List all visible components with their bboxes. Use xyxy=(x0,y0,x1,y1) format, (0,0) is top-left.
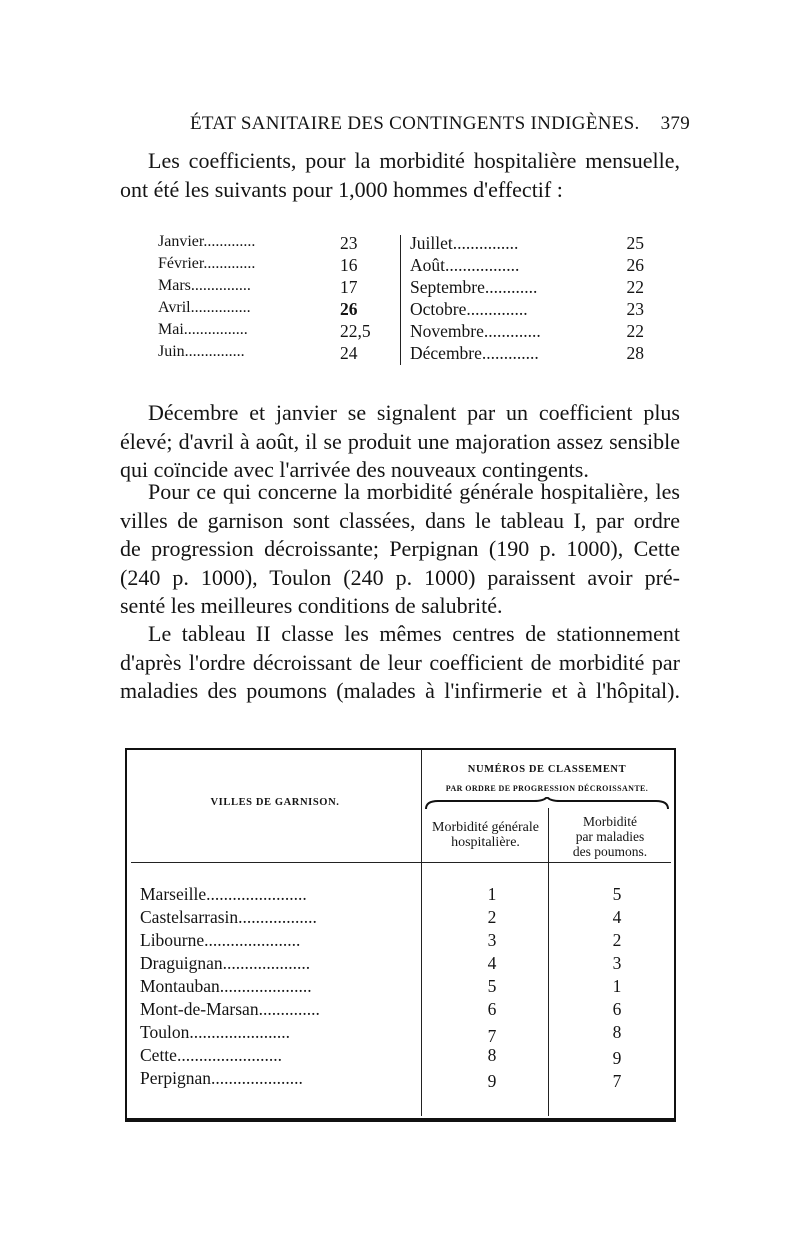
month-name: Juillet xyxy=(410,233,453,253)
group-header-subtitle: PAR ORDRE DE PROGRESSION DÉCROISSANTE. xyxy=(445,784,649,793)
month-value: 16 xyxy=(340,255,358,275)
month-value: 28 xyxy=(626,343,644,363)
ville-name: Castelsarrasin xyxy=(140,907,239,927)
month-row xyxy=(158,299,251,320)
intro-line-2: ont été les suivants pour 1,000 hommes d'effectif : xyxy=(120,176,563,202)
month-name: Mai xyxy=(158,321,184,338)
month-value: 26 xyxy=(626,255,644,275)
ville-name: Montauban xyxy=(140,976,220,996)
month-name: Octobre xyxy=(410,299,467,319)
ville-name: Draguignan xyxy=(140,953,223,973)
leader-dots: ............ xyxy=(484,277,538,297)
table-row xyxy=(140,930,300,952)
header-rule xyxy=(131,862,421,863)
rank-poumons: 6 xyxy=(612,999,622,1019)
rank-poumons: 3 xyxy=(612,953,622,973)
column-divider xyxy=(400,235,401,365)
leader-dots: ...................... xyxy=(204,930,301,950)
leader-dots: ....................... xyxy=(206,884,307,904)
rank-generale: 2 xyxy=(487,907,497,927)
table-row xyxy=(140,976,312,998)
month-row xyxy=(410,255,519,276)
month-value: 22 xyxy=(626,321,644,341)
header-brace xyxy=(424,797,670,811)
paragraph-3 xyxy=(120,620,680,706)
leader-dots: .................. xyxy=(238,907,317,927)
leader-dots: ............... xyxy=(190,299,251,316)
month-name: Juin xyxy=(158,343,185,360)
month-row xyxy=(158,343,245,364)
text-line: de progression décroissante; Perpignan (190 p. 1000), Cette xyxy=(120,536,680,561)
rank-poumons: 5 xyxy=(612,884,622,904)
header-line: des poumons. xyxy=(572,844,648,859)
table-row xyxy=(140,1022,290,1044)
leader-dots: .............. xyxy=(466,299,528,319)
month-name: Janvier xyxy=(158,233,204,250)
paragraph-1 xyxy=(120,399,680,485)
month-value: 26 xyxy=(340,299,358,319)
column-header-villes: VILLES DE GARNISON. xyxy=(210,797,340,808)
rank-generale: 1 xyxy=(487,884,497,904)
header-rule xyxy=(421,862,671,863)
page-number: 379 xyxy=(660,113,690,134)
month-name: Décembre xyxy=(410,343,482,363)
table-row xyxy=(140,953,310,975)
month-row xyxy=(410,343,539,364)
month-row xyxy=(410,299,528,320)
ville-name: Libourne xyxy=(140,930,205,950)
month-name: Septembre xyxy=(410,277,485,297)
ville-name: Toulon xyxy=(140,1022,190,1042)
rank-poumons: 8 xyxy=(612,1022,622,1042)
leader-dots: ....................... xyxy=(189,1022,290,1042)
leader-dots: .................... xyxy=(222,953,311,973)
month-name: Mars xyxy=(158,277,191,294)
intro-paragraph xyxy=(120,147,680,204)
rank-poumons: 4 xyxy=(612,907,622,927)
rank-generale: 8 xyxy=(487,1045,497,1065)
running-header xyxy=(190,113,690,135)
text-line: Le tableau II classe les mêmes centres de stationnement xyxy=(148,621,680,646)
rank-generale: 5 xyxy=(487,976,497,996)
group-header-title: NUMÉROS DE CLASSEMENT xyxy=(467,764,627,775)
table-row xyxy=(140,884,307,906)
leader-dots: ..................... xyxy=(219,976,312,996)
month-row xyxy=(158,277,251,298)
ville-name: Marseille xyxy=(140,884,207,904)
rank-poumons: 1 xyxy=(612,976,622,996)
table-row xyxy=(140,1045,282,1067)
leader-dots: ........................ xyxy=(176,1045,282,1065)
rank-generale: 9 xyxy=(487,1071,497,1091)
month-name: Février xyxy=(158,255,204,272)
rank-generale: 6 xyxy=(487,999,497,1019)
text-line: qui coïncide avec l'arrivée des nouveaux contingents. xyxy=(120,457,589,482)
month-value: 25 xyxy=(626,233,644,253)
leader-dots: ............. xyxy=(481,343,539,363)
rank-poumons: 9 xyxy=(612,1048,622,1068)
month-row xyxy=(158,255,255,276)
header-line: Morbidité générale xyxy=(432,820,539,835)
table-row xyxy=(140,1068,303,1090)
month-row xyxy=(158,233,255,254)
text-line: (240 p. 1000), Toulon (240 p. 1000) paraissent avoir pré- xyxy=(120,564,680,590)
leader-dots: ............. xyxy=(483,321,541,341)
column-header-generale xyxy=(423,820,548,850)
month-name: Avril xyxy=(158,299,191,316)
month-row xyxy=(158,321,248,342)
text-line: élevé; d'avril à août, il se produit une majoration assez sensible xyxy=(120,428,680,454)
leader-dots: ............. xyxy=(203,255,256,272)
leader-dots: ............. xyxy=(203,233,256,250)
text-line: Pour ce qui concerne la morbidité générale hospitalière, les xyxy=(148,479,680,504)
text-line: maladies des poumons (malades à l'infirmerie et à l'hôpital). xyxy=(120,678,680,703)
leader-dots: ............... xyxy=(190,277,251,294)
month-row xyxy=(410,321,541,342)
month-value: 23 xyxy=(626,299,644,319)
column-separator xyxy=(548,808,549,1116)
text-line: senté les meilleures conditions de salubrité. xyxy=(120,593,503,618)
ville-name: Cette xyxy=(140,1045,177,1065)
rank-generale: 7 xyxy=(487,1026,497,1046)
text-line: d'après l'ordre décroissant de leur coefficient de morbidité par xyxy=(120,649,680,675)
month-value: 22 xyxy=(626,277,644,297)
rank-poumons: 2 xyxy=(612,930,622,950)
header-line: par maladies xyxy=(575,829,645,844)
text-line: villes de garnison sont classées, dans le tableau I, par ordre xyxy=(120,507,680,533)
month-value: 22,5 xyxy=(340,321,371,341)
leader-dots: .............. xyxy=(258,999,320,1019)
rank-generale: 4 xyxy=(487,953,497,973)
text-line: Décembre et janvier se signalent par un coefficient plus xyxy=(148,400,680,425)
header-line: hospitalière. xyxy=(451,835,520,850)
leader-dots: ................ xyxy=(183,321,248,338)
month-name: Août xyxy=(410,255,445,275)
paragraph-2 xyxy=(120,478,680,621)
running-title: ÉTAT SANITAIRE DES CONTINGENTS INDIGÈNES. xyxy=(190,113,640,134)
month-row xyxy=(410,233,518,254)
leader-dots: ................. xyxy=(445,255,520,275)
column-header-poumons xyxy=(550,814,670,859)
leader-dots: ............... xyxy=(184,343,245,360)
month-value: 23 xyxy=(340,233,358,253)
intro-line-1: Les coefficients, pour la morbidité hospitalière mensuelle, xyxy=(148,148,680,173)
table-row xyxy=(140,999,320,1021)
table-row xyxy=(140,907,317,929)
month-name: Novembre xyxy=(410,321,484,341)
ville-name: Perpignan xyxy=(140,1068,211,1088)
rank-generale: 3 xyxy=(487,930,497,950)
column-separator xyxy=(421,750,422,1116)
ville-name: Mont-de-Marsan xyxy=(140,999,259,1019)
month-value: 24 xyxy=(340,343,358,363)
month-value: 17 xyxy=(340,277,358,297)
rank-poumons: 7 xyxy=(612,1071,622,1091)
leader-dots: ..................... xyxy=(210,1068,303,1088)
leader-dots: ............... xyxy=(452,233,519,253)
header-line: Morbidité xyxy=(583,814,637,829)
month-row xyxy=(410,277,537,298)
